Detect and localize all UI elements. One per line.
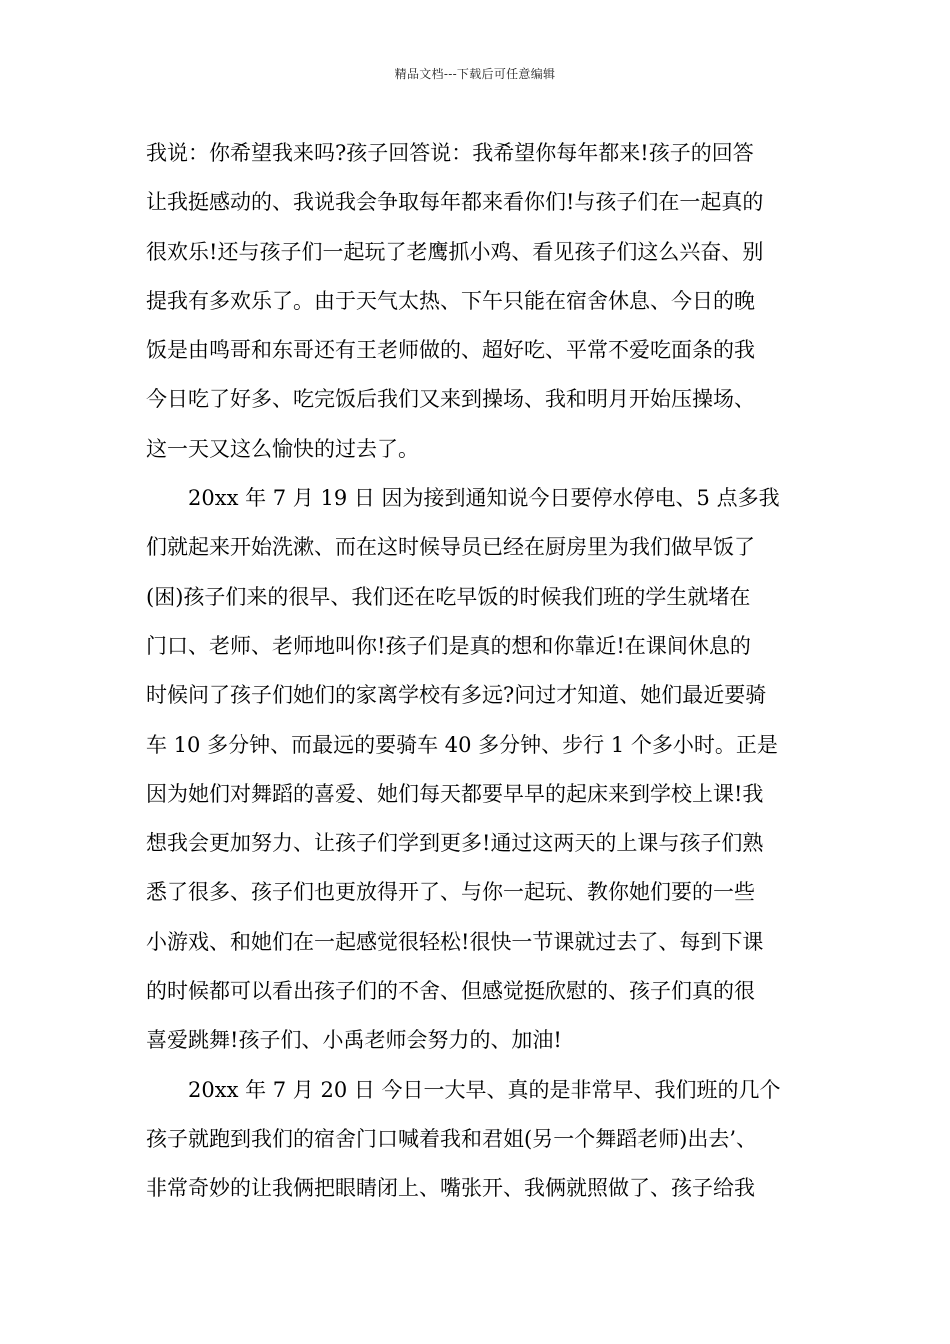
- paragraph-2-line-2: 们就起来开始洗漱、而在这时候导员已经在厨房里为我们做早饭了: [146, 535, 755, 560]
- paragraph-2-line-6: 车 10 多分钟、而最远的要骑车 40 多分钟、步行 1 个多小时。正是: [146, 732, 778, 757]
- paragraph-2-line-1: 20xx 年 7 月 19 日 因为接到通知说今日要停水停电、5 点多我: [188, 486, 780, 511]
- paragraph-3-line-3: 非常奇妙的让我俩把眼睛闭上、嘴张开、我俩就照做了、孩子给我: [146, 1176, 755, 1201]
- paragraph-1-line-2: 让我挺感动的、我说我会争取每年都来看你们!与孩子们在一起真的: [146, 190, 764, 215]
- paragraph-1-line-7: 这一天又这么愉快的过去了。: [146, 436, 419, 461]
- paragraph-2-line-3: (困)孩子们来的很早、我们还在吃早饭的时候我们班的学生就堵在: [146, 584, 751, 609]
- paragraph-1-line-3: 很欢乐!还与孩子们一起玩了老鹰抓小鸡、看见孩子们这么兴奋、别: [146, 239, 764, 264]
- document-body: [146, 129, 812, 1214]
- paragraph-2-line-7: 因为她们对舞蹈的喜爱、她们每天都要早早的起床来到学校上课!我: [146, 781, 764, 806]
- paragraph-2-line-11: 的时候都可以看出孩子们的不舍、但感觉挺欣慰的、孩子们真的很: [146, 979, 755, 1004]
- paragraph-2-line-4: 门口、老师、老师地叫你!孩子们是真的想和你靠近!在课间休息的: [146, 633, 751, 658]
- paragraph-3-line-1: 20xx 年 7 月 20 日 今日一大早、真的是非常早、我们班的几个: [188, 1077, 781, 1102]
- paragraph-2-line-12: 喜爱跳舞!孩子们、小禹老师会努力的、加油!: [146, 1028, 562, 1053]
- paragraph-1-line-6: 今日吃了好多、吃完饭后我们又来到操场、我和明月开始压操场、: [146, 387, 755, 412]
- paragraph-2-line-9: 悉了很多、孩子们也更放得开了、与你一起玩、教你她们要的一些: [146, 880, 755, 905]
- paragraph-1-line-1: 我说：你希望我来吗?孩子回答说：我希望你每年都来!孩子的回答: [146, 141, 754, 165]
- paragraph-1-line-4: 提我有多欢乐了。由于天气太热、下午只能在宿舍休息、今日的晚: [146, 288, 755, 313]
- paragraph-1-line-5: 饭是由鸣哥和东哥还有王老师做的、超好吃、平常不爱吃面条的我: [146, 338, 755, 363]
- paragraph-3-line-2: 孩子就跑到我们的宿舍门口喊着我和君姐(另一个舞蹈老师)出去’、: [146, 1126, 758, 1151]
- paragraph-2-line-5: 时候问了孩子们她们的家离学校有多远?问过才知道、她们最近要骑: [146, 683, 767, 708]
- paragraph-2-line-8: 想我会更加努力、让孩子们学到更多!通过这两天的上课与孩子们熟: [146, 831, 764, 856]
- page-header: 精品文档---下载后可任意编辑: [394, 67, 556, 81]
- paragraph-2-line-10: 小游戏、和她们在一起感觉很轻松!很快一节课就过去了、每到下课: [146, 929, 764, 954]
